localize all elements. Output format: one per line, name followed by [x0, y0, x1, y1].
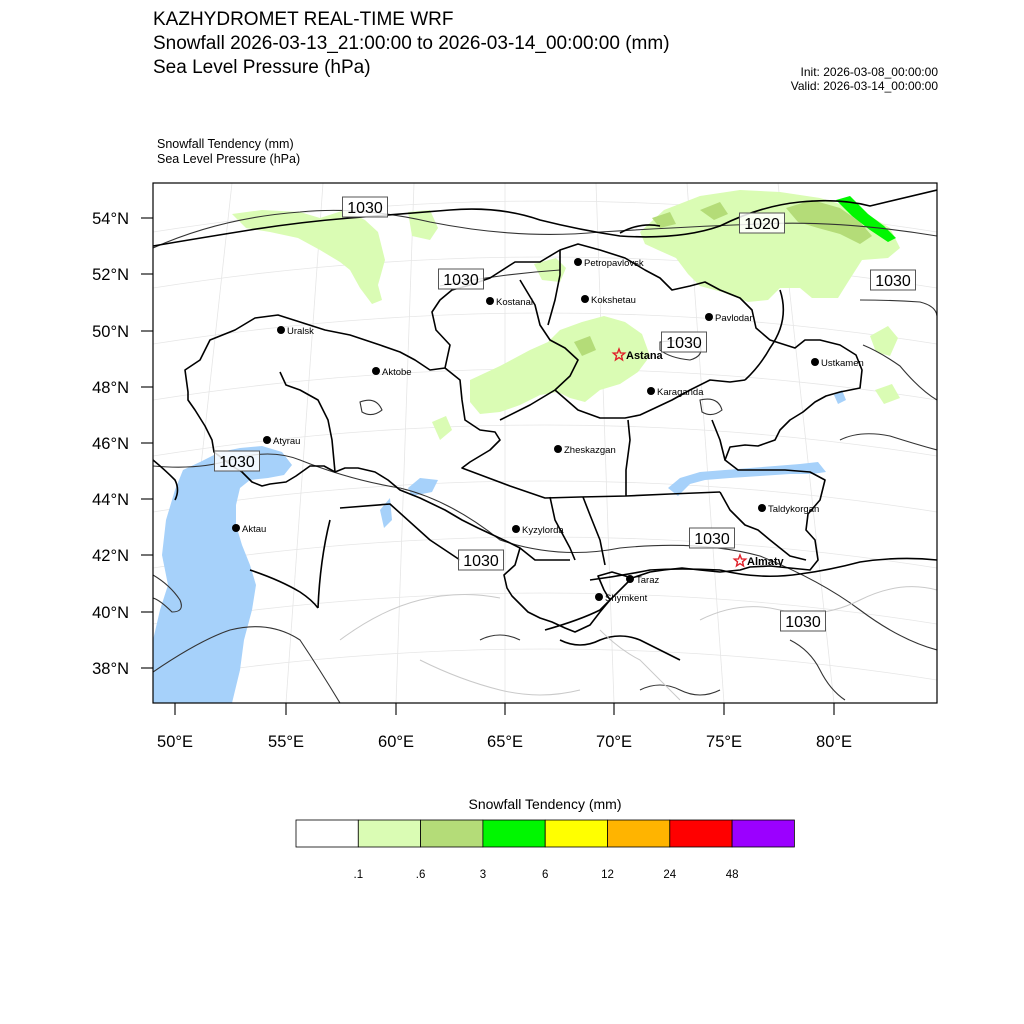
- city-dot-icon: [758, 504, 766, 512]
- city-dot-icon: [811, 358, 819, 366]
- city-label: Shymkent: [605, 593, 648, 604]
- isobar-value: 1030: [875, 273, 911, 290]
- city-label: Zheskazgan: [564, 445, 616, 456]
- capital-star-icon: [734, 555, 745, 566]
- isobar-label: [690, 528, 735, 548]
- lat-label: 38°N: [92, 660, 129, 678]
- city-taldykorgan: [758, 504, 819, 515]
- city-dot-icon: [595, 593, 603, 601]
- city-kokshetau: [581, 295, 636, 306]
- city-label: Astana: [626, 350, 663, 362]
- colorbar-swatch: [608, 820, 670, 847]
- isobar-value: 1030: [785, 614, 821, 631]
- subtitle-snowfall: Snowfall 2026-03-13_21:00:00 to 2026-03-14_00:00:00 (mm): [153, 33, 670, 54]
- water-bodies: [153, 390, 846, 703]
- city-label: Ustkamen: [821, 358, 864, 369]
- lon-label: 65°E: [487, 733, 523, 751]
- city-markers: [232, 258, 864, 604]
- lon-label: 50°E: [157, 733, 193, 751]
- colorbar-tick-label: 24: [663, 869, 677, 881]
- city-zheskazgan: [554, 445, 616, 456]
- city-label: Kyzylorda: [522, 525, 564, 536]
- field-label-pressure: Sea Level Pressure (hPa): [157, 152, 301, 166]
- isobar-label: [781, 611, 826, 631]
- colorbar-tick-label: 3: [479, 869, 487, 881]
- lat-label: 48°N: [92, 379, 129, 397]
- colorbar-swatch: [670, 820, 732, 847]
- city-uralsk: [277, 326, 314, 337]
- title: KAZHYDROMET REAL-TIME WRF: [153, 9, 454, 30]
- city-label: Petropavlovsk: [584, 258, 644, 269]
- isobar-label: [740, 213, 785, 233]
- city-dot-icon: [512, 525, 520, 533]
- colorbar-swatch: [732, 820, 794, 847]
- city-label: Kokshetau: [591, 295, 636, 306]
- lat-label: 52°N: [92, 266, 129, 284]
- city-label: Kostanai: [496, 297, 533, 308]
- colorbar-tick-label: 12: [601, 869, 614, 881]
- lon-label: 55°E: [268, 733, 304, 751]
- city-karaganda: [647, 387, 704, 398]
- city-dot-icon: [486, 297, 494, 305]
- lat-label: 54°N: [92, 210, 129, 228]
- colorbar-swatch: [483, 820, 545, 847]
- lon-label: 60°E: [378, 733, 414, 751]
- lon-label: 70°E: [596, 733, 632, 751]
- valid-time: Valid: 2026-03-14_00:00:00: [790, 79, 938, 93]
- city-ustkamen: [811, 358, 864, 369]
- colorbar: [296, 820, 794, 881]
- city-label: Uralsk: [287, 326, 314, 337]
- lat-label: 44°N: [92, 491, 129, 509]
- city-label: Pavlodar: [715, 313, 753, 324]
- field-label-snowfall: Snowfall Tendency (mm): [157, 137, 294, 151]
- isobar-label: [871, 270, 916, 290]
- city-label: Almaty: [747, 556, 784, 568]
- city-dot-icon: [626, 575, 634, 583]
- isobar-label: [662, 332, 707, 352]
- city-taraz: [626, 575, 659, 586]
- isobar-value: 1030: [694, 531, 730, 548]
- init-time: Init: 2026-03-08_00:00:00: [800, 65, 938, 79]
- city-kyzylorda: [512, 525, 564, 536]
- isobar-value: 1030: [463, 553, 499, 570]
- colorbar-swatch: [545, 820, 607, 847]
- city-pavlodar: [705, 313, 753, 324]
- city-label: Atyrau: [273, 436, 301, 447]
- city-kostanai: [486, 297, 533, 308]
- lat-label: 50°N: [92, 323, 129, 341]
- isobar-value: 1030: [347, 200, 383, 217]
- city-dot-icon: [705, 313, 713, 321]
- city-label: Taraz: [636, 575, 660, 586]
- isobar-value: 1030: [219, 454, 255, 471]
- city-dot-icon: [372, 367, 380, 375]
- city-shymkent: [595, 593, 648, 604]
- lon-label: 75°E: [706, 733, 742, 751]
- city-almaty: [734, 555, 784, 568]
- city-label: Taldykorgan: [768, 504, 820, 515]
- city-aktobe: [372, 367, 412, 378]
- lon-label: 80°E: [816, 733, 852, 751]
- city-dot-icon: [554, 445, 562, 453]
- subtitle-pressure: Sea Level Pressure (hPa): [153, 57, 371, 78]
- colorbar-swatch: [421, 820, 483, 847]
- lat-label: 40°N: [92, 604, 129, 622]
- isobar-value: 1020: [744, 216, 780, 233]
- lat-label: 42°N: [92, 547, 129, 565]
- city-dot-icon: [277, 326, 285, 334]
- city-label: Aktobe: [382, 367, 412, 378]
- colorbar-swatch: [358, 820, 420, 847]
- city-dot-icon: [232, 524, 240, 532]
- city-petropavlovsk: [574, 258, 644, 269]
- city-dot-icon: [574, 258, 582, 266]
- balkhash-lake: [668, 462, 826, 496]
- isobar-label: [215, 451, 260, 471]
- colorbar-title: Snowfall Tendency (mm): [468, 796, 622, 812]
- colorbar-tick-label: .6: [415, 869, 426, 881]
- isobar-value: 1030: [443, 272, 479, 289]
- city-label: Aktau: [242, 524, 267, 535]
- colorbar-tick-label: 6: [541, 869, 549, 881]
- colorbar-tick-label: 48: [725, 869, 739, 881]
- lat-label: 46°N: [92, 435, 129, 453]
- city-label: Karaganda: [657, 387, 704, 398]
- lon-labels: [157, 733, 852, 751]
- isobar-label: [343, 197, 388, 217]
- city-dot-icon: [263, 436, 271, 444]
- city-dot-icon: [647, 387, 655, 395]
- isobar-value: 1030: [666, 335, 702, 352]
- colorbar-swatch: [296, 820, 358, 847]
- snowfall-light: [232, 190, 900, 440]
- isobar-label: [439, 269, 484, 289]
- isobar-label: [459, 550, 504, 570]
- colorbar-tick-label: .1: [353, 869, 364, 881]
- lat-labels: [92, 210, 129, 678]
- city-dot-icon: [581, 295, 589, 303]
- city-atyrau: [263, 436, 300, 447]
